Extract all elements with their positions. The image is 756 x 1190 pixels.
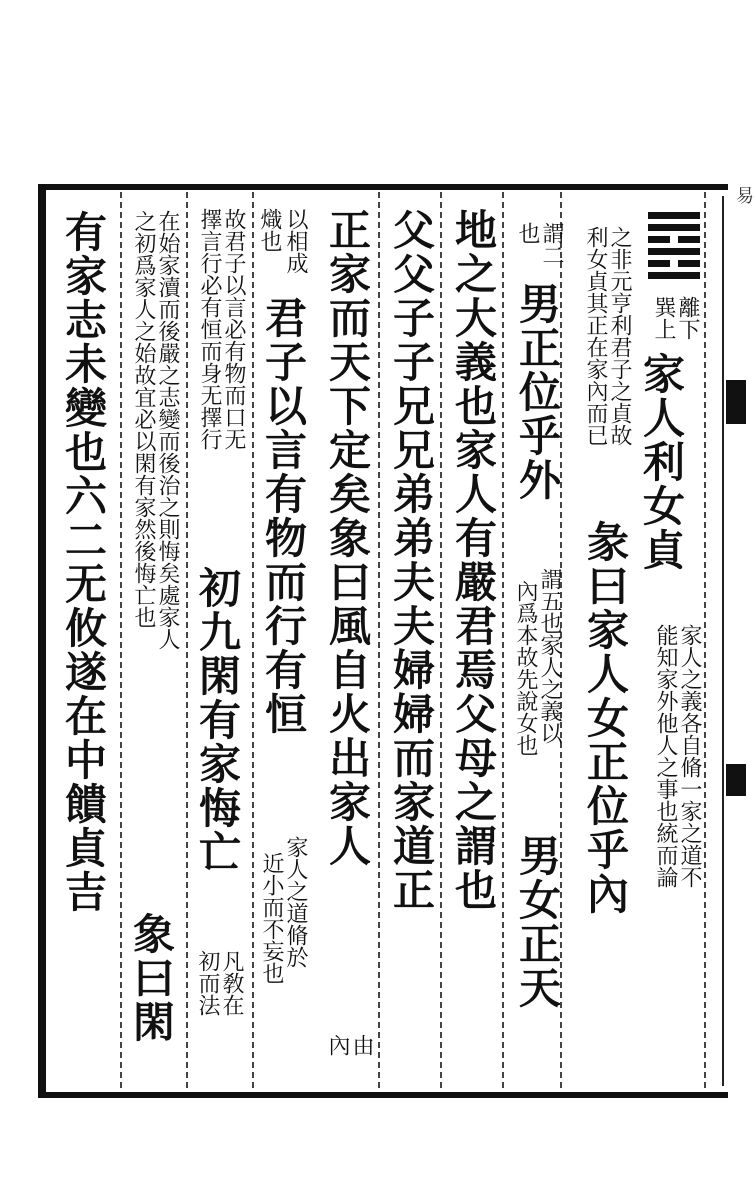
edge-ink-block [726,380,746,424]
bottom-border-rule [38,1092,728,1098]
main-text-column: 君子以言有物而行有恒 [259,296,308,736]
commentary-column: 內爲本故先說女也 [513,580,538,756]
commentary-column: 擇言行必有恒而身无擇行 [197,208,222,450]
main-text-column: 有家志未變也六二无攸遂在中饋貞吉 [59,210,108,914]
main-text-column: 初九閑有家悔亡 [193,566,242,874]
trigram-lower-label: 離下 [675,296,700,340]
column-rule [440,192,442,1088]
commentary-column: 熾也 [257,208,282,252]
left-border-rule [38,184,46,1098]
commentary-column: 以相成 [283,208,308,274]
right-border-rule [722,196,724,1086]
commentary-column: 由 [349,1034,374,1056]
edge-fragment-text: 易 [733,186,754,204]
commentary-column: 謂五也家人之義以 [537,568,562,744]
commentary-column: 近小而不妄也 [259,852,284,984]
column-rule [252,192,254,1088]
column-rule [120,192,122,1088]
main-text-column: 彖曰家人女正位乎內 [581,520,630,916]
main-text-column: 父父子子兄兄弟弟夫夫婦婦而家道正 [387,208,436,912]
main-text-column: 家人利女貞 [637,352,686,572]
main-text-column: 男女正天 [513,834,562,1010]
commentary-column: 家人之道脩於 [283,836,308,968]
edge-ink-block [726,764,746,796]
column-rule [186,192,188,1088]
commentary-column: 家人之義各自脩一家之道不 [677,624,702,888]
main-text-column: 象曰閑 [127,912,176,1044]
top-border-rule [38,184,728,190]
commentary-column: 之非元亨利君子之貞故 [607,226,632,446]
commentary-column: 之初爲家人之始故宜必以閑有家然後悔亡也 [131,210,156,628]
commentary-column: 內 [325,1034,350,1056]
commentary-column: 初而法 [195,950,220,1016]
column-rule [378,192,380,1088]
commentary-column: 也 [515,222,540,244]
column-rule [502,192,504,1088]
commentary-column: 利女貞其正在家內而已 [583,226,608,446]
main-text-column: 地之大義也家人有嚴君焉父母之謂也 [449,208,498,912]
hexagram-symbol [648,212,700,282]
commentary-column: 在始家瀆而後嚴之志變而後治之則悔矣處家人 [155,210,180,650]
commentary-column: 故君子以言必有物而口无 [221,208,246,450]
commentary-column: 能知家外他人之事也統而論 [653,624,678,888]
column-rule [704,192,706,1088]
trigram-upper-label: 巽上 [651,296,676,340]
commentary-column: 凡敎在 [219,950,244,1016]
commentary-column: 謂二 [539,222,564,266]
main-text-column: 男正位乎外 [513,282,562,502]
main-text-column: 正家而天下定矣象曰風自火出家人 [323,208,372,868]
